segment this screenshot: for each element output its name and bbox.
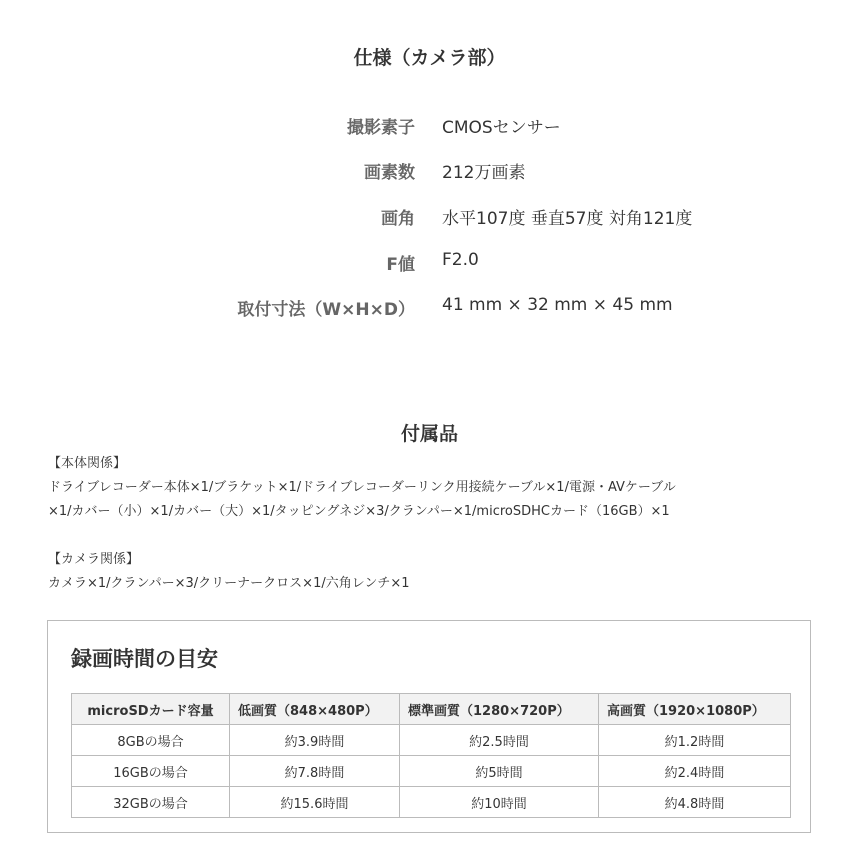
spec-row-dimensions xyxy=(0,295,859,319)
table-row xyxy=(72,756,791,787)
spec-value: 水平107度 垂直57度 対角121度 xyxy=(442,209,693,229)
table-cell: 約3.9時間 xyxy=(230,725,400,756)
spec-label: F値 xyxy=(386,255,415,275)
recording-time-box xyxy=(47,620,811,833)
table-cell: 約15.6時間 xyxy=(230,787,400,818)
table-header: microSDカード容量 xyxy=(72,694,230,725)
table-header: 標準画質（1280×720P） xyxy=(400,694,599,725)
spec-value: 41 mm × 32 mm × 45 mm xyxy=(442,295,673,315)
accessories-body-heading: 【本体関係】 xyxy=(48,456,127,471)
spec-row-pixels xyxy=(0,158,859,182)
spec-title: 仕様（カメラ部） xyxy=(353,47,506,69)
table-cell: 約2.5時間 xyxy=(400,725,599,756)
spec-value: CMOSセンサー xyxy=(442,118,561,138)
accessories-camera-heading: 【カメラ関係】 xyxy=(48,552,140,567)
table-cell: 約2.4時間 xyxy=(599,756,791,787)
spec-label: 画角 xyxy=(381,209,415,229)
accessories-body-line: ×1/カバー（小）×1/カバー（大）×1/タッピングネジ×3/クランパー×1/microSDHCカード（16GB）×1 xyxy=(48,504,670,519)
table-cell: 8GBの場合 xyxy=(72,725,230,756)
table-cell: 16GBの場合 xyxy=(72,756,230,787)
accessories-title: 付属品 xyxy=(400,423,458,445)
accessories-camera-line: カメラ×1/クランパー×3/クリーナークロス×1/六角レンチ×1 xyxy=(48,576,410,591)
recording-time-title: 録画時間の目安 xyxy=(71,647,218,671)
table-header: 低画質（848×480P） xyxy=(230,694,400,725)
table-cell: 約1.2時間 xyxy=(599,725,791,756)
spec-row-fvalue xyxy=(0,250,859,274)
spec-row-angle xyxy=(0,204,859,228)
spec-label: 撮影素子 xyxy=(347,118,415,138)
spec-value: F2.0 xyxy=(442,250,479,270)
spec-label: 取付寸法（W×H×D） xyxy=(237,300,415,320)
table-cell: 約10時間 xyxy=(400,787,599,818)
table-row xyxy=(72,725,791,756)
spec-row-sensor xyxy=(0,113,859,137)
spec-value: 212万画素 xyxy=(442,163,526,183)
table-cell: 32GBの場合 xyxy=(72,787,230,818)
spec-label: 画素数 xyxy=(364,163,415,183)
table-header: 高画質（1920×1080P） xyxy=(599,694,791,725)
table-cell: 約4.8時間 xyxy=(599,787,791,818)
table-cell: 約5時間 xyxy=(400,756,599,787)
table-row xyxy=(72,787,791,818)
table-header-row xyxy=(72,694,791,725)
accessories-body-line: ドライブレコーダー本体×1/ブラケット×1/ドライブレコーダーリンク用接続ケーブル×1/電源・AVケーブル xyxy=(48,480,676,495)
table-cell: 約7.8時間 xyxy=(230,756,400,787)
recording-time-table xyxy=(71,693,791,818)
